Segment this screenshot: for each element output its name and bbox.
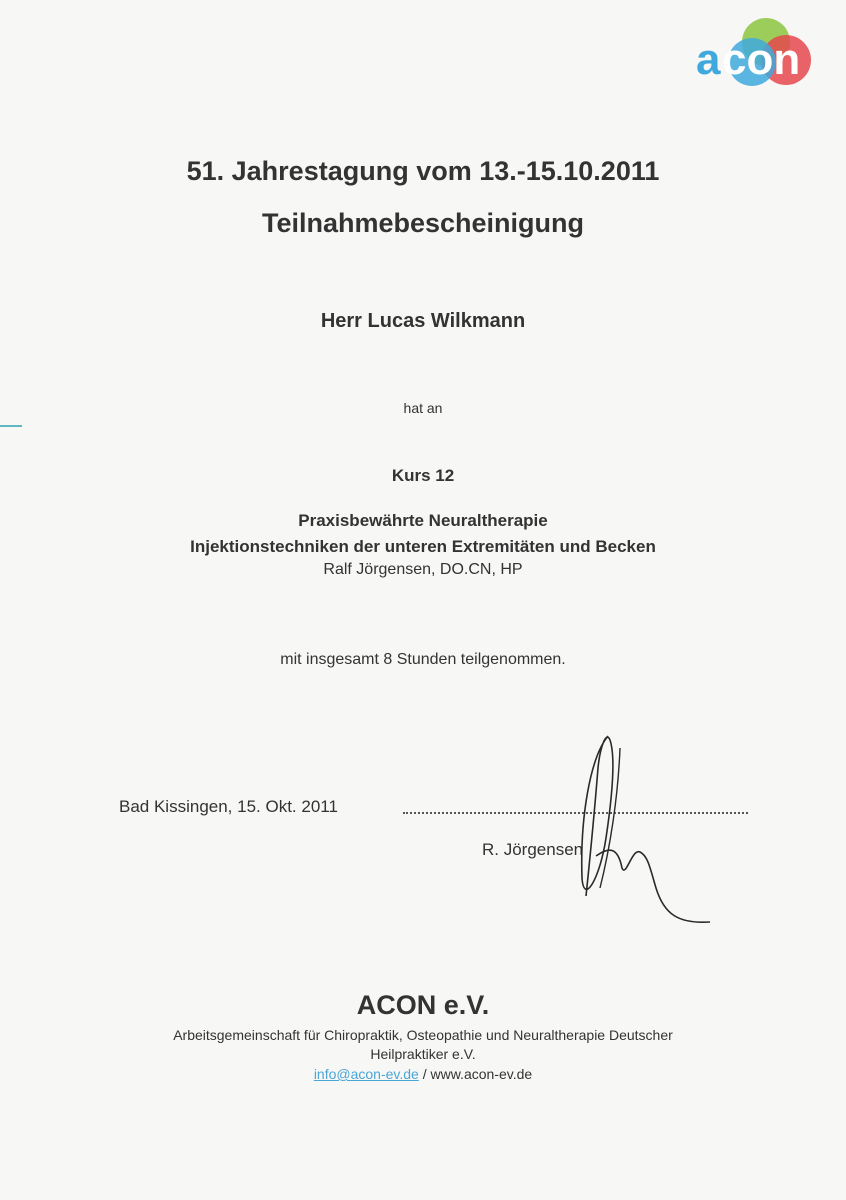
hat-an-text: hat an (403, 400, 443, 416)
handwritten-signature (560, 728, 720, 928)
organization-description-line2: Heilpraktiker e.V. (370, 1046, 476, 1062)
signer-name: R. Jörgensen (482, 840, 584, 859)
place-date: Bad Kissingen, 15. Okt. 2011 (119, 797, 338, 816)
course-title: Praxisbewährte Neuraltherapie (298, 511, 548, 530)
edge-mark (0, 425, 22, 427)
event-title: 51. Jahrestagung vom 13.-15.10.2011 (186, 156, 660, 186)
email-link[interactable]: info@acon-ev.de (313, 1066, 419, 1082)
website-link[interactable]: www.acon-ev.de (430, 1066, 533, 1082)
course-subtitle: Injektionstechniken der unteren Extremitäten und Becken (190, 537, 656, 556)
acon-logo (690, 12, 818, 90)
logo-letter-a: a (696, 35, 721, 84)
organization-name: ACON e.V. (356, 990, 490, 1020)
document-title: Teilnahmebescheinigung (261, 208, 585, 238)
organization-contact (0, 1066, 846, 1082)
recipient-name: Herr Lucas Wilkmann (320, 310, 526, 332)
hours-statement: mit insgesamt 8 Stunden teilgenommen. (280, 651, 566, 668)
contact-separator: / (418, 1066, 431, 1082)
logo-letters-con: con (722, 35, 801, 84)
course-number: Kurs 12 (391, 466, 455, 485)
organization-description-line1: Arbeitsgemeinschaft für Chiropraktik, Osteopathie und Neuraltherapie Deutscher (173, 1027, 673, 1043)
course-instructor: Ralf Jörgensen, DO.CN, HP (323, 561, 523, 578)
